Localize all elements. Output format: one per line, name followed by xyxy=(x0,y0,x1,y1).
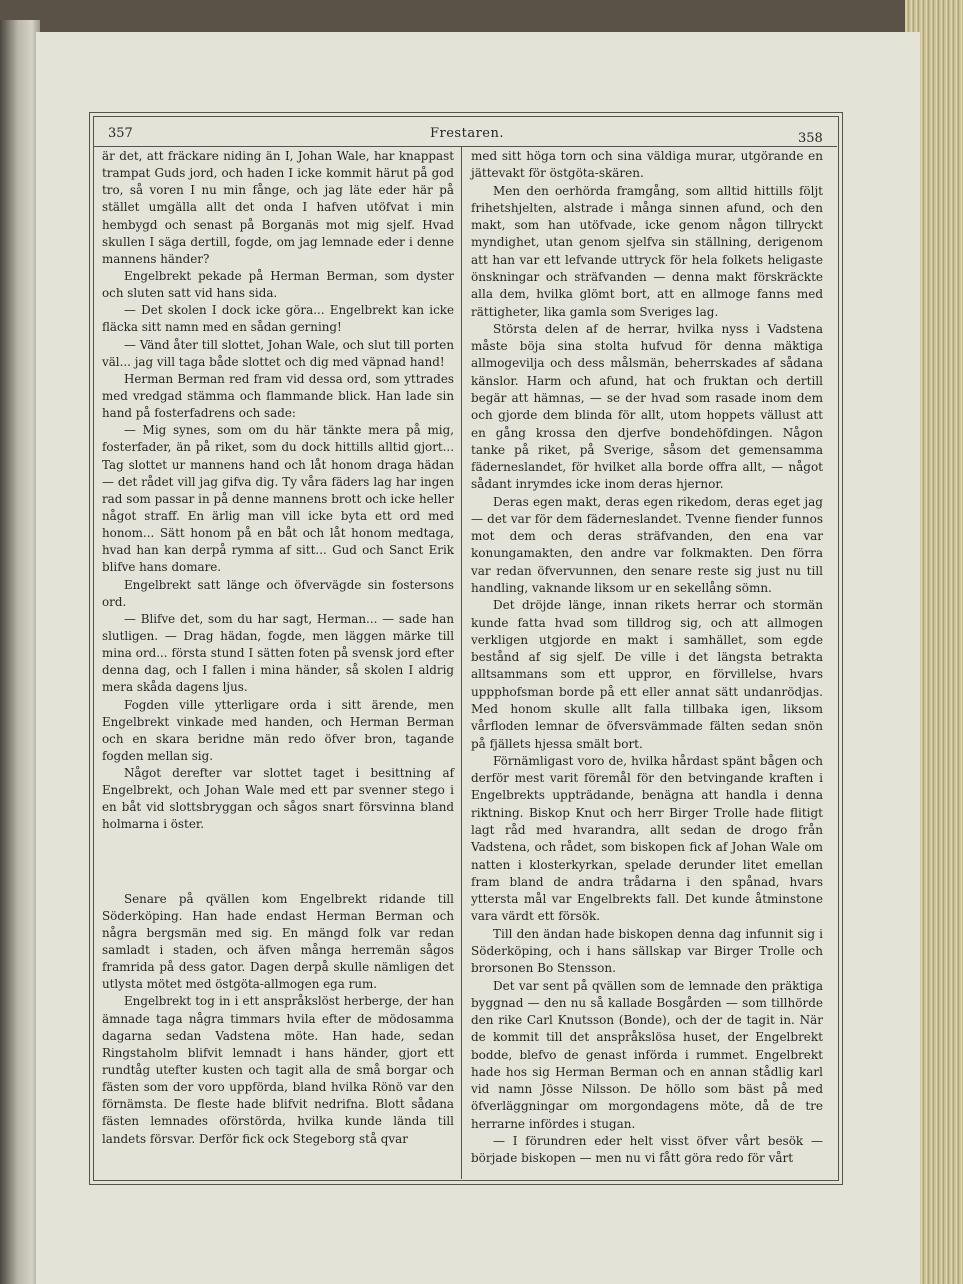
paragraph: Engelbrekt pekade på Herman Berman, som dyster och sluten satt vid hans sida. xyxy=(102,268,454,301)
paragraph: Förnämligast voro de, hvilka hårdast spänt bågen och derför mest varit föremål för den betvingande kraften i Engelbrekts uppträdande, benägna att handla i denna riktning. Biskop Knut och herr Birger Trolle hade flitigt lagt råd med hvarandra, allt sedan de drogo från Vadstena, och rådet, som biskopen fick af Johan Wale om natten i klosterkyrkan, spelade derunder litet emellan fram bland de andra trådarna i den spånad, hvars yttersta mål var Engelbrekts fall. Det kunde åtminstone vara värdt ett försök. xyxy=(471,753,823,924)
paragraph: Det dröjde länge, innan rikets herrar och stormän kunde fatta hvad som tilldrog sig, och att allmogen verkligen utgjorde en makt i samhället, som egde bestånd af sig sjelf. De ville i det längsta betrakta alltsammans som ett uppror, en förvillelse, hvars uppphofsman borde på ett eller annat sätt undanrödjas. Med honom skulle allt falla tillbaka igen, liksom vårfloden lemnar de öfversvämmade fälten sedan snön på fjällets hjessa smält bort. xyxy=(471,598,823,751)
paragraph: Det var sent på qvällen som de lemnade den präktiga byggnad — den nu så kallade Bosgården — som tillhörde den rike Carl Knutsson (Bonde), och der de tagit in. När de kommit till det anspråkslösa huset, der Engelbrekt bodde, blefvo de genast införda i rummet. Engelbrekt hade hos sig Herman Berman och en annan stådlig karl vid namn Jösse Nilsson. De höllo som bäst på med öfverläggningar om morgondagens möte, då de tre herrarne infördes i stugan. xyxy=(471,978,823,1131)
column-divider xyxy=(461,146,462,1179)
paragraph: Senare på qvällen kom Engelbrekt ridande till Söderköping. Han hade endast Herman Berman och några bergsmän med sig. En mängd folk var redan samladt i staden, och äfven många herremän sågos framrida på dess gator. Dagen derpå skulle nämligen det utlysta mötet med östgöta-allmogen ega rum. xyxy=(102,891,454,992)
page-number-left: 357 xyxy=(108,126,133,141)
header-rule xyxy=(93,146,837,147)
running-title: Frestaren. xyxy=(430,126,504,141)
paragraph: Något derefter var slottet taget i besittning af Engelbrekt, och Johan Wale med ett par svenner stego i en båt vid slottsbryggan och sågos snart försvinna bland holmarna i öster. xyxy=(102,766,454,832)
paragraph: — Vänd åter till slottet, Johan Wale, och slut till porten väl... jag vill taga både slottet och dig med väpnad hand! xyxy=(102,337,454,369)
paragraph: — Mig synes, som om du här tänkte mera på mig, fosterfader, än på riket, som du dock hittills alltid gjort... Tag slottet ur mannens hand och låt honom draga hädan — det rådet vill jag gifva dig. Ty våra fäders lag har ingen rad som passar in på denne mannens brott och icke heller något straff. En ärlig man vill icke byta ett ord med honom... Sätt honom på en båt och låt honom medtaga, hvad han kan derpå rymma af sitt... Gud och Sanct Erik blifve hans domare. xyxy=(102,423,454,575)
paragraph: — Det skolen I dock icke göra... Engelbrekt kan icke fläcka sitt namn med en sådan gerning! xyxy=(102,303,454,335)
paragraph: Engelbrekt satt länge och öfvervägde sin fostersons ord. xyxy=(102,577,454,609)
paragraph: Största delen af de herrar, hvilka nyss i Vadstena måste böja sina stolta hufvud för denna mäktiga allmogevilja och dess målsmän, beherrskades af sådana känslor. Harm och afund, hat och fruktan och dertill begär att hämnas, — se der hvad som rasade inom dem och gjorde dem blinda för allt, utom hoppets vällust att en gång krossa den djerfve bondehöfdingen. Någon tanke på riket, på Sverige, såsom det gemensamma fäderneslandet, för hvilket alla borde offra allt, — något sådant inrymdes icke inom deras hjernor. xyxy=(471,321,823,492)
facing-page-edge xyxy=(0,20,40,1284)
paragraph: — Blifve det, som du har sagt, Herman... — sade han slutligen. — Drag hädan, fogde, men läggen märke till mina ord... första stund I sätten foten på svensk jord efter denna dag, och I fallen i mina händer, så skolen I aldrig mera skåda dagens ljus. xyxy=(102,611,454,695)
paragraph: Herman Berman red fram vid dessa ord, som yttrades med vredgad stämma och flammande blick. Han lade sin hand på fosterfadrens och sade: xyxy=(102,371,454,421)
paragraph: Till den ändan hade biskopen denna dag infunnit sig i Söderköping, och i hans sällskap var Birger Trolle och brorsonen Bo Stensson. xyxy=(471,926,823,976)
paragraph: Deras egen makt, deras egen rikedom, deras eget jag — det var för dem fäderneslandet. Tvenne fiender funnos mot dem och deras sträfvanden, den ena var konungamakten, den andre var folkmakten. Den förra var redan öfvervunnen, den senare reste sig just nu till handling, vaknande liksom ur en sekellång sömn. xyxy=(471,494,823,596)
right-column xyxy=(471,148,823,1168)
section-break xyxy=(102,834,454,891)
paragraph: Men den oerhörda framgång, som alltid hittills följt frihetshjelten, alstrade i många sinnen afund, och den makt, som han utöfvade, icke genom någon tillryckt myndighet, utan genom sjelfva sin ställning, derigenom att han var ett lefvande uttryck för hela folkets heligaste önskningar och sträfvanden — denna makt förskräckte alla dem, hvilka glömt bort, att en allmoge fanns med rättigheter, lika gamla som Sveriges lag. xyxy=(471,183,823,319)
paragraph: med sitt höga torn och sina väldiga murar, utgörande en jättevakt för östgöta-skären. xyxy=(471,149,823,181)
page-number-right: 358 xyxy=(798,131,823,146)
paragraph: är det, att fräckare niding än I, Johan Wale, har knappast trampat Guds jord, och haden I icke kommit härut på god tro, så voren I nu min fånge, och jag läte eder här på stället umgälla allt det onda I hafven utöfvat i min hembygd och senast på Borganäs mot mig sjelf. Hvad skullen I säga dertill, fogde, om jag lemnade eder i denne mannens händer? xyxy=(102,149,454,266)
left-column xyxy=(102,148,454,1148)
paragraph: Engelbrekt tog in i ett anspråkslöst herberge, der han ämnade taga några timmars hvila efter de mödosamma dagarna sedan Vadstena möte. Han hade, sedan Ringstaholm blifvit lemnadt i hans händer, gjort ett rundtåg utefter kusten och tagit alla de små borgar och fästen som der voro uppförda, bland hvilka Rönö var den förnämsta. De fleste hade blifvit nedrifna. Blott sådana fästen lemnades oförstörda, hvilka kunde lända till landets försvar. Derför fick ock Stegeborg stå qvar xyxy=(102,994,454,1146)
paragraph: — I förundren eder helt visst öfver vårt besök — började biskopen — men nu vi fått göra redo för vårt xyxy=(471,1134,823,1166)
paragraph: Fogden ville ytterligare orda i sitt ärende, men Engelbrekt vinkade med handen, och Herman Berman och en skara beridne män redo öfver bron, tagande fogden mellan sig. xyxy=(102,697,454,763)
